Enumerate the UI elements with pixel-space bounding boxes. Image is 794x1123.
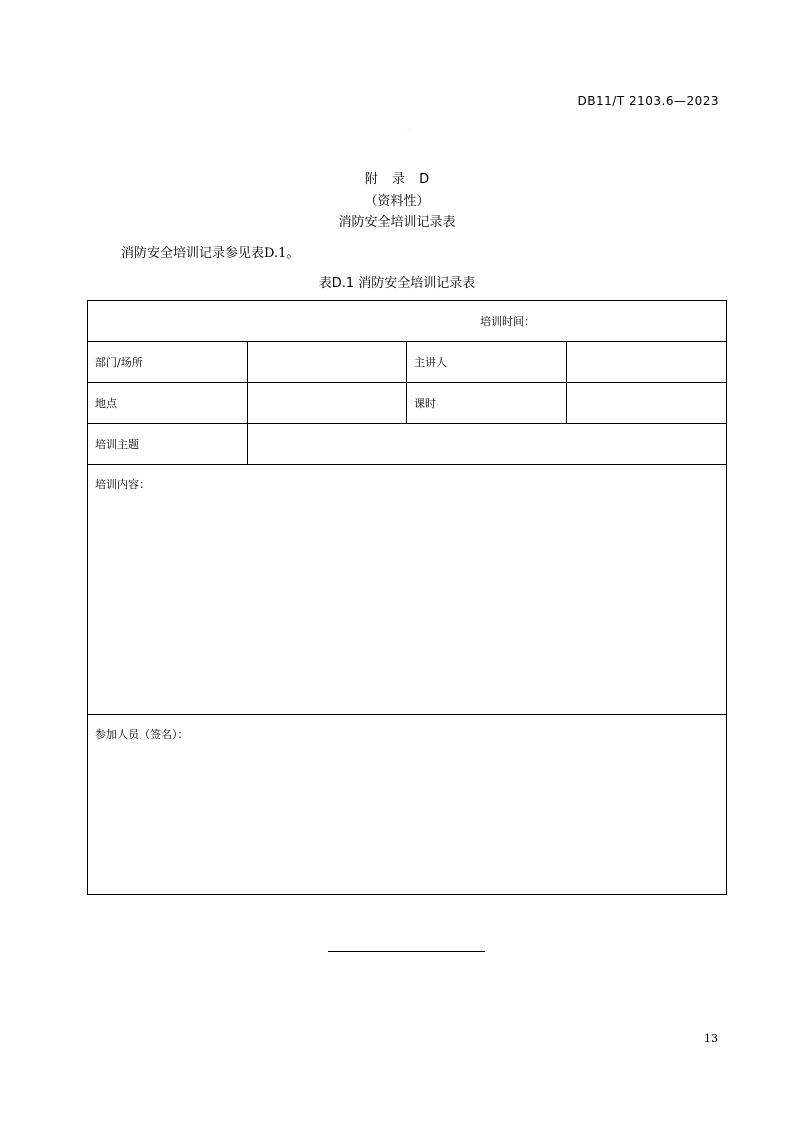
hours-label: 课时	[407, 383, 567, 424]
appendix-title: 附 录 D	[364, 172, 430, 187]
lecturer-field[interactable]	[567, 342, 727, 383]
topic-field[interactable]	[248, 424, 727, 465]
dept-label: 部门/场所	[88, 342, 248, 383]
content-field[interactable]	[88, 465, 727, 715]
end-divider	[328, 951, 485, 952]
participants-field[interactable]	[88, 715, 727, 895]
table-row	[88, 715, 727, 895]
training-record-table	[87, 300, 727, 895]
content-label: 培训内容：	[95, 478, 150, 491]
table-row	[88, 342, 727, 383]
training-time-label: 培训时间：	[480, 315, 535, 328]
page-number: 13	[704, 1032, 718, 1045]
table-caption: 表D.1 消防安全培训记录表	[318, 276, 476, 291]
table-row	[88, 383, 727, 424]
document-code: DB11/T 2103.6—2023	[577, 94, 719, 108]
place-field[interactable]	[248, 383, 407, 424]
table-row	[88, 424, 727, 465]
table-row	[88, 465, 727, 715]
participants-label: 参加人员（签名）：	[95, 728, 189, 741]
hours-field[interactable]	[567, 383, 727, 424]
lecturer-label: 主讲人	[407, 342, 567, 383]
training-time-cell[interactable]	[88, 301, 727, 342]
appendix-nature: （资料性）	[364, 194, 430, 209]
faint-mark: · ·	[402, 126, 410, 135]
place-label: 地点	[88, 383, 248, 424]
topic-label: 培训主题	[88, 424, 248, 465]
table-row	[88, 301, 727, 342]
dept-field[interactable]	[248, 342, 407, 383]
appendix-name: 消防安全培训记录表	[338, 215, 456, 230]
intro-paragraph: 消防安全培训记录参见表D.1。	[121, 246, 300, 261]
